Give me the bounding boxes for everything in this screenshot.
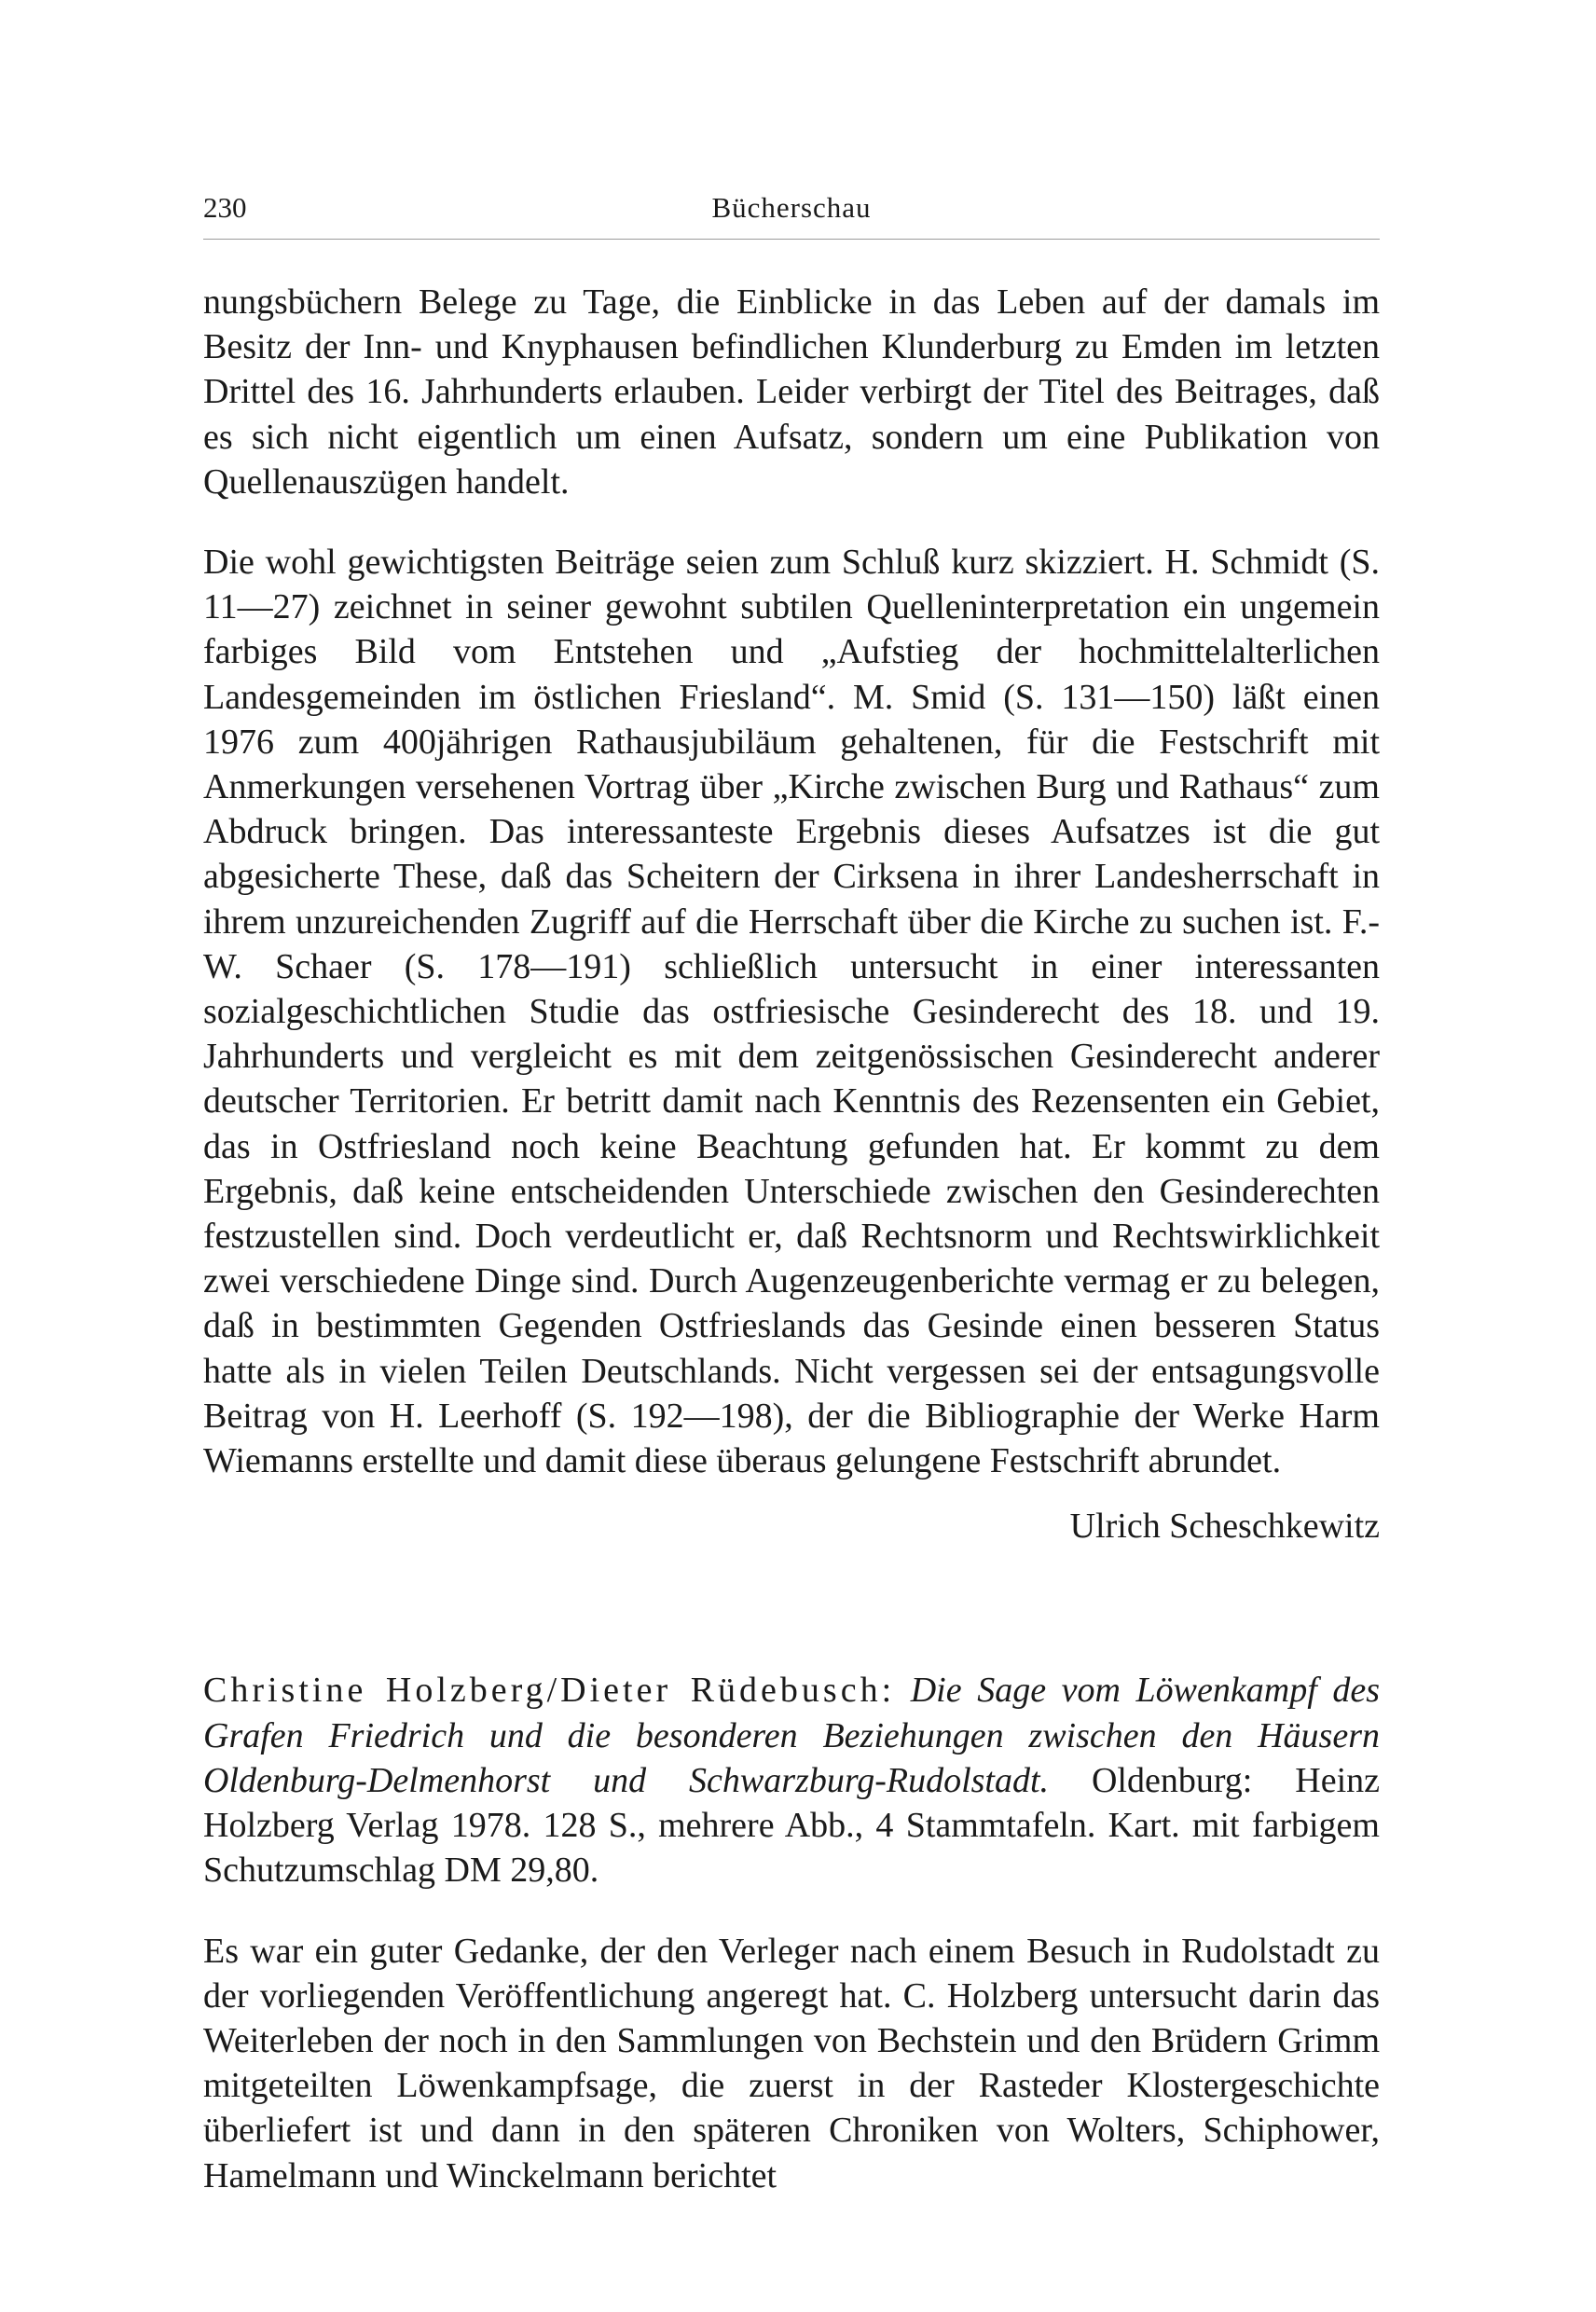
review1-paragraph-2: Die wohl gewichtigsten Beiträge seien zum Schluß kurz skizziert. H. Schmidt (S. 11—27) zeichnet in seiner gewohnt subtilen Quelleninterpretation ein ungemein farbiges Bild vom Entstehen und „Aufstieg der hochmittelalterlichen Landesgemeinden im östlichen Friesland“. M. Smid (S. 131—150) läßt einen 1976 zum 400jährigen Rathausjubiläum gehaltenen, für die Festschrift mit Anmerkungen versehenen Vortrag über „Kirche zwischen Burg und Rathaus“ zum Abdruck bringen. Das interessanteste Ergebnis dieses Aufsatzes ist die gut abgesicherte These, daß das Scheitern der Cirksena in ihrer Landesherrschaft in ihrem unzureichenden Zugriff auf die Herrschaft über die Kirche zu suchen ist. F.-W. Schaer (S. 178—191) schließlich untersucht in einer interessanten sozialgeschichtlichen Studie das ostfriesische Gesinderecht des 18. und 19. Jahrhunderts und vergleicht es mit dem zeitgenössischen Gesinderecht anderer deutscher Territorien. Er betritt damit nach Kenntnis des Rezensenten ein Gebiet, das in Ostfriesland noch keine Beachtung gefunden hat. Er kommt zu dem Ergebnis, daß keine entscheidenden Unterschiede zwischen den Gesinderechten festzustellen sind. Doch verdeutlicht er, daß Rechtsnorm und Rechtswirklichkeit zwei verschiedene Dinge sind. Durch Augenzeugenberichte vermag er zu belegen, daß in bestimmten Gegenden Ostfrieslands das Gesinde einen besseren Status hatte als in vielen Teilen Deutschlands. Nicht vergessen sei der entsagungsvolle Beitrag von H. Leerhoff (S. 192—198), der die Bibliographie der Werke Harm Wiemanns erstellte und damit diese überaus gelungene Festschrift abrundet. bbox=[203, 543, 1380, 1481]
running-head: Bücherschau bbox=[711, 191, 872, 224]
header-rule bbox=[203, 239, 1380, 240]
review2-paragraph-1: Es war ein guter Gedanke, der den Verleger nach einem Besuch in Rudolstadt zu der vorliegenden Veröffentlichung angeregt hat. C. Holzberg untersucht darin das Weiterleben der noch in den Sammlungen von Bechstein und den Brüdern Grimm mitgeteilten Löwenkampfsage, die zuerst in der Rasteder Klostergeschichte überliefert ist und dann in den späteren Chroniken von Wolters, Schiphower, Hamelmann und Winckelmann berichtet bbox=[203, 1931, 1380, 2195]
review2-authors: Christine Holzberg/Dieter Rüdebusch: bbox=[203, 1671, 896, 1711]
review2-book-title: Die Sage vom Löwenkampf des Grafen Friedrich und die besonderen Beziehungen zwischen den Häusern Oldenburg-Delmenhorst und Schwarzburg-Rudolstadt. bbox=[203, 1671, 1380, 1800]
review2-publication-details: Oldenburg: Heinz Holzberg Verlag 1978. 128 S., mehrere Abb., 4 Stammtafeln. Kart. mit farbigem Schutzumschlag DM 29,80. bbox=[203, 1760, 1381, 1891]
review1-paragraph-1: nungsbüchern Belege zu Tage, die Einblicke in das Leben auf der damals im Besitz der Inn- und Knyphausen befindlichen Klunderburg zu Emden im letzten Drittel des 16. Jahrhunderts erlauben. Leider verbirgt der Titel des Beitrages, daß es sich nicht eigentlich um einen Aufsatz, sondern um eine Publikation von Quellenauszügen handelt. bbox=[203, 282, 1380, 502]
body-text bbox=[203, 280, 1380, 2198]
reviewer-signature: Ulrich Scheschkewitz bbox=[1069, 1507, 1380, 1547]
page-header bbox=[203, 191, 1380, 238]
review2-bibliographic-entry bbox=[203, 1668, 1380, 1892]
page-number: 230 bbox=[203, 191, 247, 224]
